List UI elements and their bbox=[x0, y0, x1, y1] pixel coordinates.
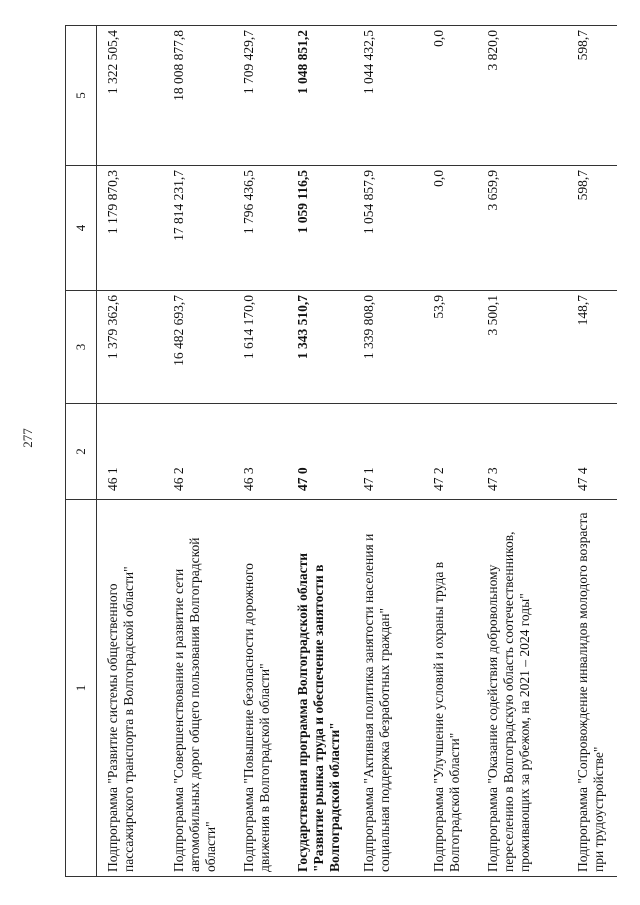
column-header-5: 5 bbox=[66, 26, 97, 166]
program-name: Подпрограмма "Повышение безопасности дорожного движения в Волгоградской области" bbox=[233, 500, 287, 877]
amount-col-3: 1 339 808,0 bbox=[353, 291, 423, 404]
table-header-row bbox=[66, 26, 97, 877]
program-name: Подпрограмма "Сопровождение инвалидов молодого возраста при трудоустройстве" bbox=[567, 500, 617, 877]
amount-col-5: 1 048 851,2 bbox=[287, 26, 353, 166]
program-code: 46 2 bbox=[163, 404, 233, 500]
amount-col-5: 1 044 432,5 bbox=[353, 26, 423, 166]
column-header-1: 1 bbox=[66, 500, 97, 877]
amount-col-3: 148,7 bbox=[567, 291, 617, 404]
amount-col-4: 1 054 857,9 bbox=[353, 166, 423, 291]
program-code: 46 1 bbox=[97, 404, 163, 500]
page-number: 277 bbox=[20, 428, 35, 448]
amount-col-4: 1 179 870,3 bbox=[97, 166, 163, 291]
amount-col-4: 1 059 116,5 bbox=[287, 166, 353, 291]
table-row bbox=[97, 26, 163, 877]
amount-col-5: 1 322 505,4 bbox=[97, 26, 163, 166]
amount-col-4: 3 659,9 bbox=[477, 166, 567, 291]
table-body bbox=[97, 26, 617, 877]
amount-col-5: 18 008 877,8 bbox=[163, 26, 233, 166]
program-name: Государственная программа Волгоградской области "Развитие рынка труда и обеспечение занятости в Волгоградской области" bbox=[287, 500, 353, 877]
amount-col-3: 53,9 bbox=[423, 291, 477, 404]
amount-col-5: 0,0 bbox=[423, 26, 477, 166]
table-row bbox=[423, 26, 477, 877]
amount-col-4: 598,7 bbox=[567, 166, 617, 291]
program-name: Подпрограмма "Оказание содействия добровольному переселению в Волгоградскую область соотечественников, проживающих за рубежом, на 2021 – 2024 годы" bbox=[477, 500, 567, 877]
program-code: 47 2 bbox=[423, 404, 477, 500]
table-row bbox=[163, 26, 233, 877]
column-header-3: 3 bbox=[66, 291, 97, 404]
program-code: 46 3 bbox=[233, 404, 287, 500]
amount-col-3: 1 614 170,0 bbox=[233, 291, 287, 404]
rotated-table-frame bbox=[65, 26, 615, 877]
amount-col-5: 598,7 bbox=[567, 26, 617, 166]
program-code: 47 0 bbox=[287, 404, 353, 500]
column-header-4: 4 bbox=[66, 166, 97, 291]
program-name: Подпрограмма "Улучшение условий и охраны труда в Волгоградской области" bbox=[423, 500, 477, 877]
program-name: Подпрограмма "Активная политика занятости населения и социальная поддержка безработных граждан" bbox=[353, 500, 423, 877]
amount-col-3: 1 379 362,6 bbox=[97, 291, 163, 404]
program-code: 47 3 bbox=[477, 404, 567, 500]
table-row bbox=[477, 26, 567, 877]
table-row-program-total bbox=[287, 26, 353, 877]
budget-table bbox=[65, 25, 617, 877]
amount-col-3: 3 500,1 bbox=[477, 291, 567, 404]
table-row bbox=[233, 26, 287, 877]
amount-col-4: 17 814 231,7 bbox=[163, 166, 233, 291]
amount-col-4: 1 796 436,5 bbox=[233, 166, 287, 291]
amount-col-3: 16 482 693,7 bbox=[163, 291, 233, 404]
program-code: 47 4 bbox=[567, 404, 617, 500]
program-name: Подпрограмма "Совершенствование и развитие сети автомобильных дорог общего пользования Волгоградской области" bbox=[163, 500, 233, 877]
program-code: 47 1 bbox=[353, 404, 423, 500]
amount-col-3: 1 343 510,7 bbox=[287, 291, 353, 404]
amount-col-4: 0,0 bbox=[423, 166, 477, 291]
amount-col-5: 1 709 429,7 bbox=[233, 26, 287, 166]
program-name: Подпрограмма "Развитие системы общественного пассажирского транспорта в Волгоградской области" bbox=[97, 500, 163, 877]
column-header-2: 2 bbox=[66, 404, 97, 500]
table-row bbox=[567, 26, 617, 877]
table-row bbox=[353, 26, 423, 877]
amount-col-5: 3 820,0 bbox=[477, 26, 567, 166]
